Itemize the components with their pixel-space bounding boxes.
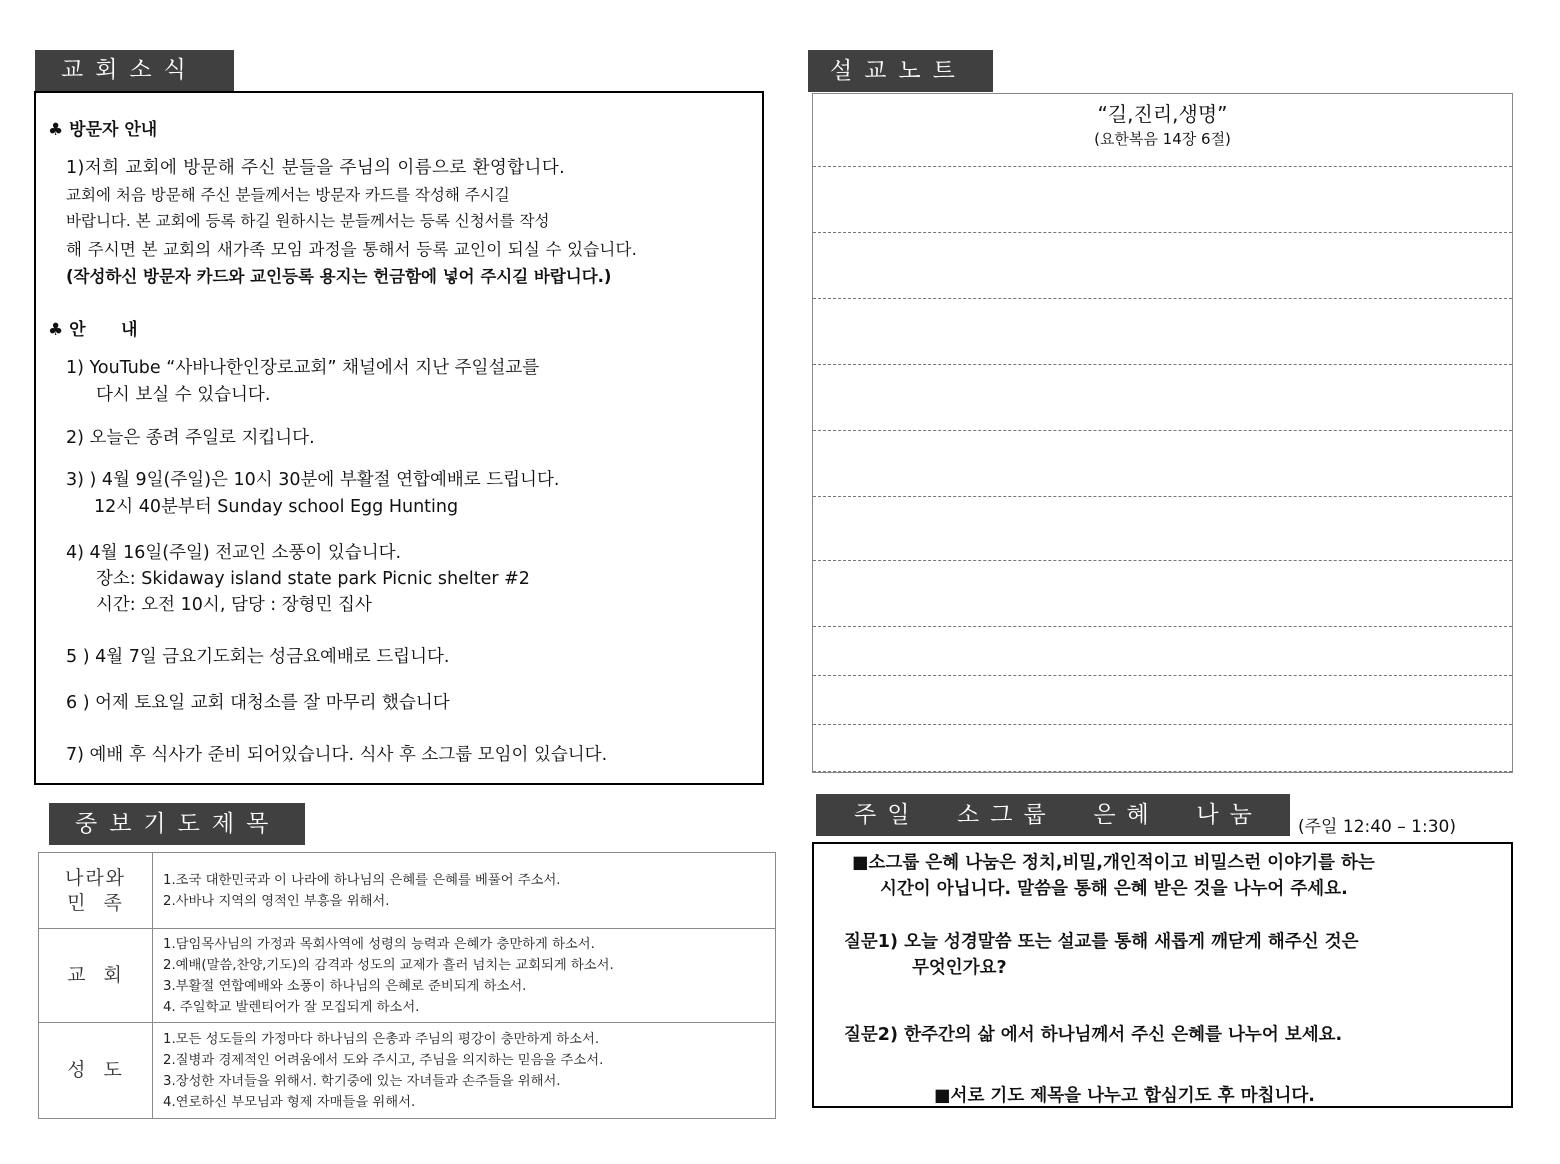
prayer-category (39, 929, 153, 1023)
note-line (813, 166, 1512, 167)
note-line (813, 626, 1512, 627)
note-line (813, 771, 1512, 772)
sharing-tab: 주일 소그룹 은혜 나눔 (816, 794, 1290, 836)
prayer-items (153, 853, 776, 929)
sharing-intro-1: ■소그룹 은혜 나눔은 정치,비밀,개인적이고 비밀스런 이야기를 하는 (852, 853, 1375, 873)
prayer-items (153, 929, 776, 1023)
sharing-intro-2: 시간이 아닙니다. 말씀을 통해 은혜 받은 것을 나누어 주세요. (880, 879, 1348, 899)
prayer-item: 1.모든 성도들의 가정마다 하나님의 은총과 주님의 평강이 충만하게 하소서. (163, 1031, 600, 1047)
prayer-item: 2.사바나 지역의 영적인 부흥을 위해서. (163, 893, 390, 909)
prayer-item: 4.연로하신 부모님과 형제 자매들을 위해서. (163, 1094, 416, 1110)
notice-4b: 장소: Skidaway island state park Picnic shelter #2 (96, 569, 530, 589)
visitor-line-5: (작성하신 방문자 카드와 교인등록 용지는 헌금함에 넣어 주시길 바랍니다.) (66, 267, 612, 286)
prayer-item: 2.예배(말씀,찬양,기도)의 감격과 성도의 교제가 흘러 넘치는 교회되게 하소서. (163, 957, 614, 973)
note-line (813, 232, 1512, 233)
church-news-box (34, 91, 764, 785)
prayer-item: 1.담임목사님의 가정과 목회사역에 성령의 능력과 은혜가 충만하게 하소서. (163, 936, 595, 952)
question-1b: 무엇인가요? (912, 958, 1007, 978)
notice-7: 7) 예배 후 식사가 준비 되어있습니다. 식사 후 소그룹 모임이 있습니다. (66, 745, 608, 765)
prayer-table (38, 852, 776, 1119)
sermon-title: “길,진리,생명” (1097, 102, 1228, 126)
note-line (813, 430, 1512, 431)
note-line (813, 496, 1512, 497)
note-line (813, 298, 1512, 299)
prayer-category (39, 853, 153, 929)
sermon-reference: (요한복음 14장 6절) (1094, 130, 1231, 148)
visitor-line-4: 해 주시면 본 교회의 새가족 모임 과정을 통해서 등록 교인이 되실 수 있습니다. (66, 240, 638, 259)
note-line (813, 724, 1512, 725)
prayer-item: 2.질병과 경제적인 어려움에서 도와 주시고, 주님을 의지하는 믿음을 주소서. (163, 1052, 604, 1068)
prayer-category-line: 교 회 (67, 964, 124, 986)
note-line (813, 364, 1512, 365)
church-news-tab: 교회소식 (35, 50, 234, 91)
note-line (813, 560, 1512, 561)
sharing-box (812, 842, 1513, 1108)
notice-5: 5 ) 4월 7일 금요기도회는 성금요예배로 드립니다. (66, 647, 450, 667)
note-line (813, 675, 1512, 676)
prayer-row-members (39, 1023, 776, 1119)
sharing-closing: ■서로 기도 제목을 나누고 합심기도 후 마칩니다. (934, 1086, 1315, 1106)
prayer-row-nation (39, 853, 776, 929)
prayer-category-line: 성 도 (67, 1059, 124, 1081)
prayer-category-line: 민 족 (67, 891, 124, 914)
visitor-line-2: 교회에 처음 방문해 주신 분들께서는 방문자 카드를 작성해 주시길 (66, 186, 510, 204)
prayer-item: 1.조국 대한민국과 이 나라에 하나님의 은혜를 은혜를 베풀어 주소서. (163, 872, 561, 888)
prayer-tab: 중보기도제목 (49, 803, 305, 845)
notice-4: 4) 4월 16일(주일) 전교인 소풍이 있습니다. (66, 543, 402, 563)
prayer-row-church (39, 929, 776, 1023)
prayer-category-line: 나라와 (64, 866, 127, 889)
notice-4c: 시간: 오전 10시, 담당 : 장형민 집사 (96, 595, 372, 615)
notice-3b: 12시 40분부터 Sunday school Egg Hunting (94, 497, 459, 517)
prayer-items (153, 1023, 776, 1119)
visitor-line-1: 1)저희 교회에 방문해 주신 분들을 주님의 이름으로 환영합니다. (66, 158, 566, 178)
question-2: 질문2) 한주간의 삶 에서 하나님께서 주신 은혜를 나누어 보세요. (844, 1025, 1343, 1045)
notice-1: 1) YouTube “사바나한인장로교회” 채널에서 지난 주일설교를 (66, 358, 540, 378)
notice-6: 6 ) 어제 토요일 교회 대청소를 잘 마무리 했습니다 (66, 693, 450, 713)
sermon-notes-tab: 설교노트 (808, 50, 993, 92)
notice-1b: 다시 보실 수 있습니다. (96, 385, 271, 405)
prayer-category (39, 1023, 153, 1119)
prayer-item: 3.장성한 자녀들을 위해서. 학기중에 있는 자녀들과 손주들을 위해서. (163, 1073, 561, 1089)
notice-3: 3) ) 4월 9일(주일)은 10시 30분에 부활절 연합예배로 드립니다. (66, 470, 560, 490)
sermon-notes-box (812, 93, 1513, 773)
question-1: 질문1) 오늘 성경말씀 또는 설교를 통해 새롭게 깨닫게 해주신 것은 (844, 932, 1359, 952)
prayer-item: 3.부활절 연합예배와 소풍이 하나님의 은혜로 준비되게 하소서. (163, 978, 527, 994)
sharing-time: (주일 12:40 – 1:30) (1298, 817, 1456, 837)
notice-2: 2) 오늘은 종려 주일로 지킵니다. (66, 428, 315, 448)
prayer-item: 4. 주일학교 발렌티어가 잘 모집되게 하소서. (163, 999, 420, 1015)
visitor-line-3: 바랍니다. 본 교회에 등록 하길 원하시는 분들께서는 등록 신청서를 작성 (66, 212, 550, 230)
visitor-heading: ♣ 방문자 안내 (48, 120, 158, 140)
notice-heading: ♣ 안 내 (48, 320, 138, 340)
